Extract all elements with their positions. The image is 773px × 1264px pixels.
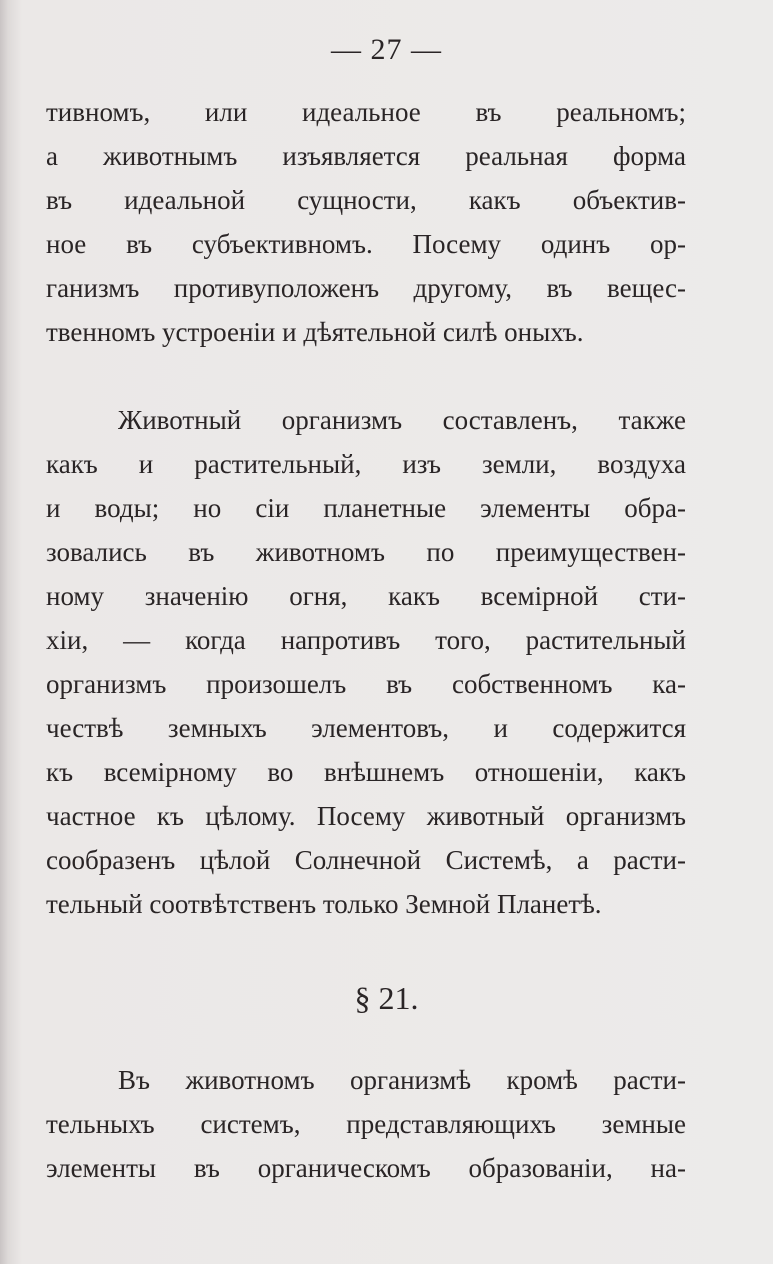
text-line: въ идеальной сущности, какъ объектив-	[46, 185, 686, 215]
text-line: тельный соотвѣтственъ только Земной Планетѣ.	[46, 889, 602, 919]
text-line: ное въ субъективномъ. Посему одинъ ор-	[46, 229, 686, 259]
text-line: зовались въ животномъ по преимуществен-	[46, 537, 686, 567]
text-line: хіи, — когда напротивъ того, растительный	[46, 625, 686, 655]
text-line: ганизмъ противуположенъ другому, въ вещес-	[46, 273, 686, 303]
text-line: къ всемірному во внѣшнемъ отношеніи, какъ	[46, 757, 686, 787]
text-line: тельныхъ системъ, представляющихъ земные	[46, 1109, 686, 1139]
text-line: организмъ произошелъ въ собственномъ ка-	[46, 669, 686, 699]
text-line: частное къ цѣлому. Посему животный организмъ	[46, 801, 686, 831]
text-line: элементы въ органическомъ образованіи, на-	[46, 1153, 686, 1183]
section-paragraph	[46, 1058, 686, 1190]
text-line: Животный организмъ составленъ, также	[118, 405, 686, 435]
text-line: Въ животномъ организмѣ кромѣ расти-	[118, 1065, 686, 1095]
text-line: твенномъ устроеніи и дѣятельной силѣ оныхъ.	[46, 317, 584, 347]
text-line: какъ и растительный, изъ земли, воздуха	[46, 449, 686, 479]
text-line: а животнымъ изъявляется реальная форма	[46, 141, 686, 171]
text-line: тивномъ, или идеальное въ реальномъ;	[46, 97, 686, 127]
text-line: чествѣ земныхъ элементовъ, и содержится	[46, 713, 686, 743]
paragraph-2	[46, 398, 686, 926]
paragraph-1	[46, 90, 686, 354]
text-line: и воды; но сіи планетные элементы обра-	[46, 493, 686, 523]
page-number: — 27 —	[331, 33, 442, 66]
section-heading: § 21.	[354, 980, 419, 1016]
text-line: ному значенію огня, какъ всемірной сти-	[46, 581, 686, 611]
text-line: сообразенъ цѣлой Солнечной Системѣ, а расти-	[46, 845, 686, 875]
